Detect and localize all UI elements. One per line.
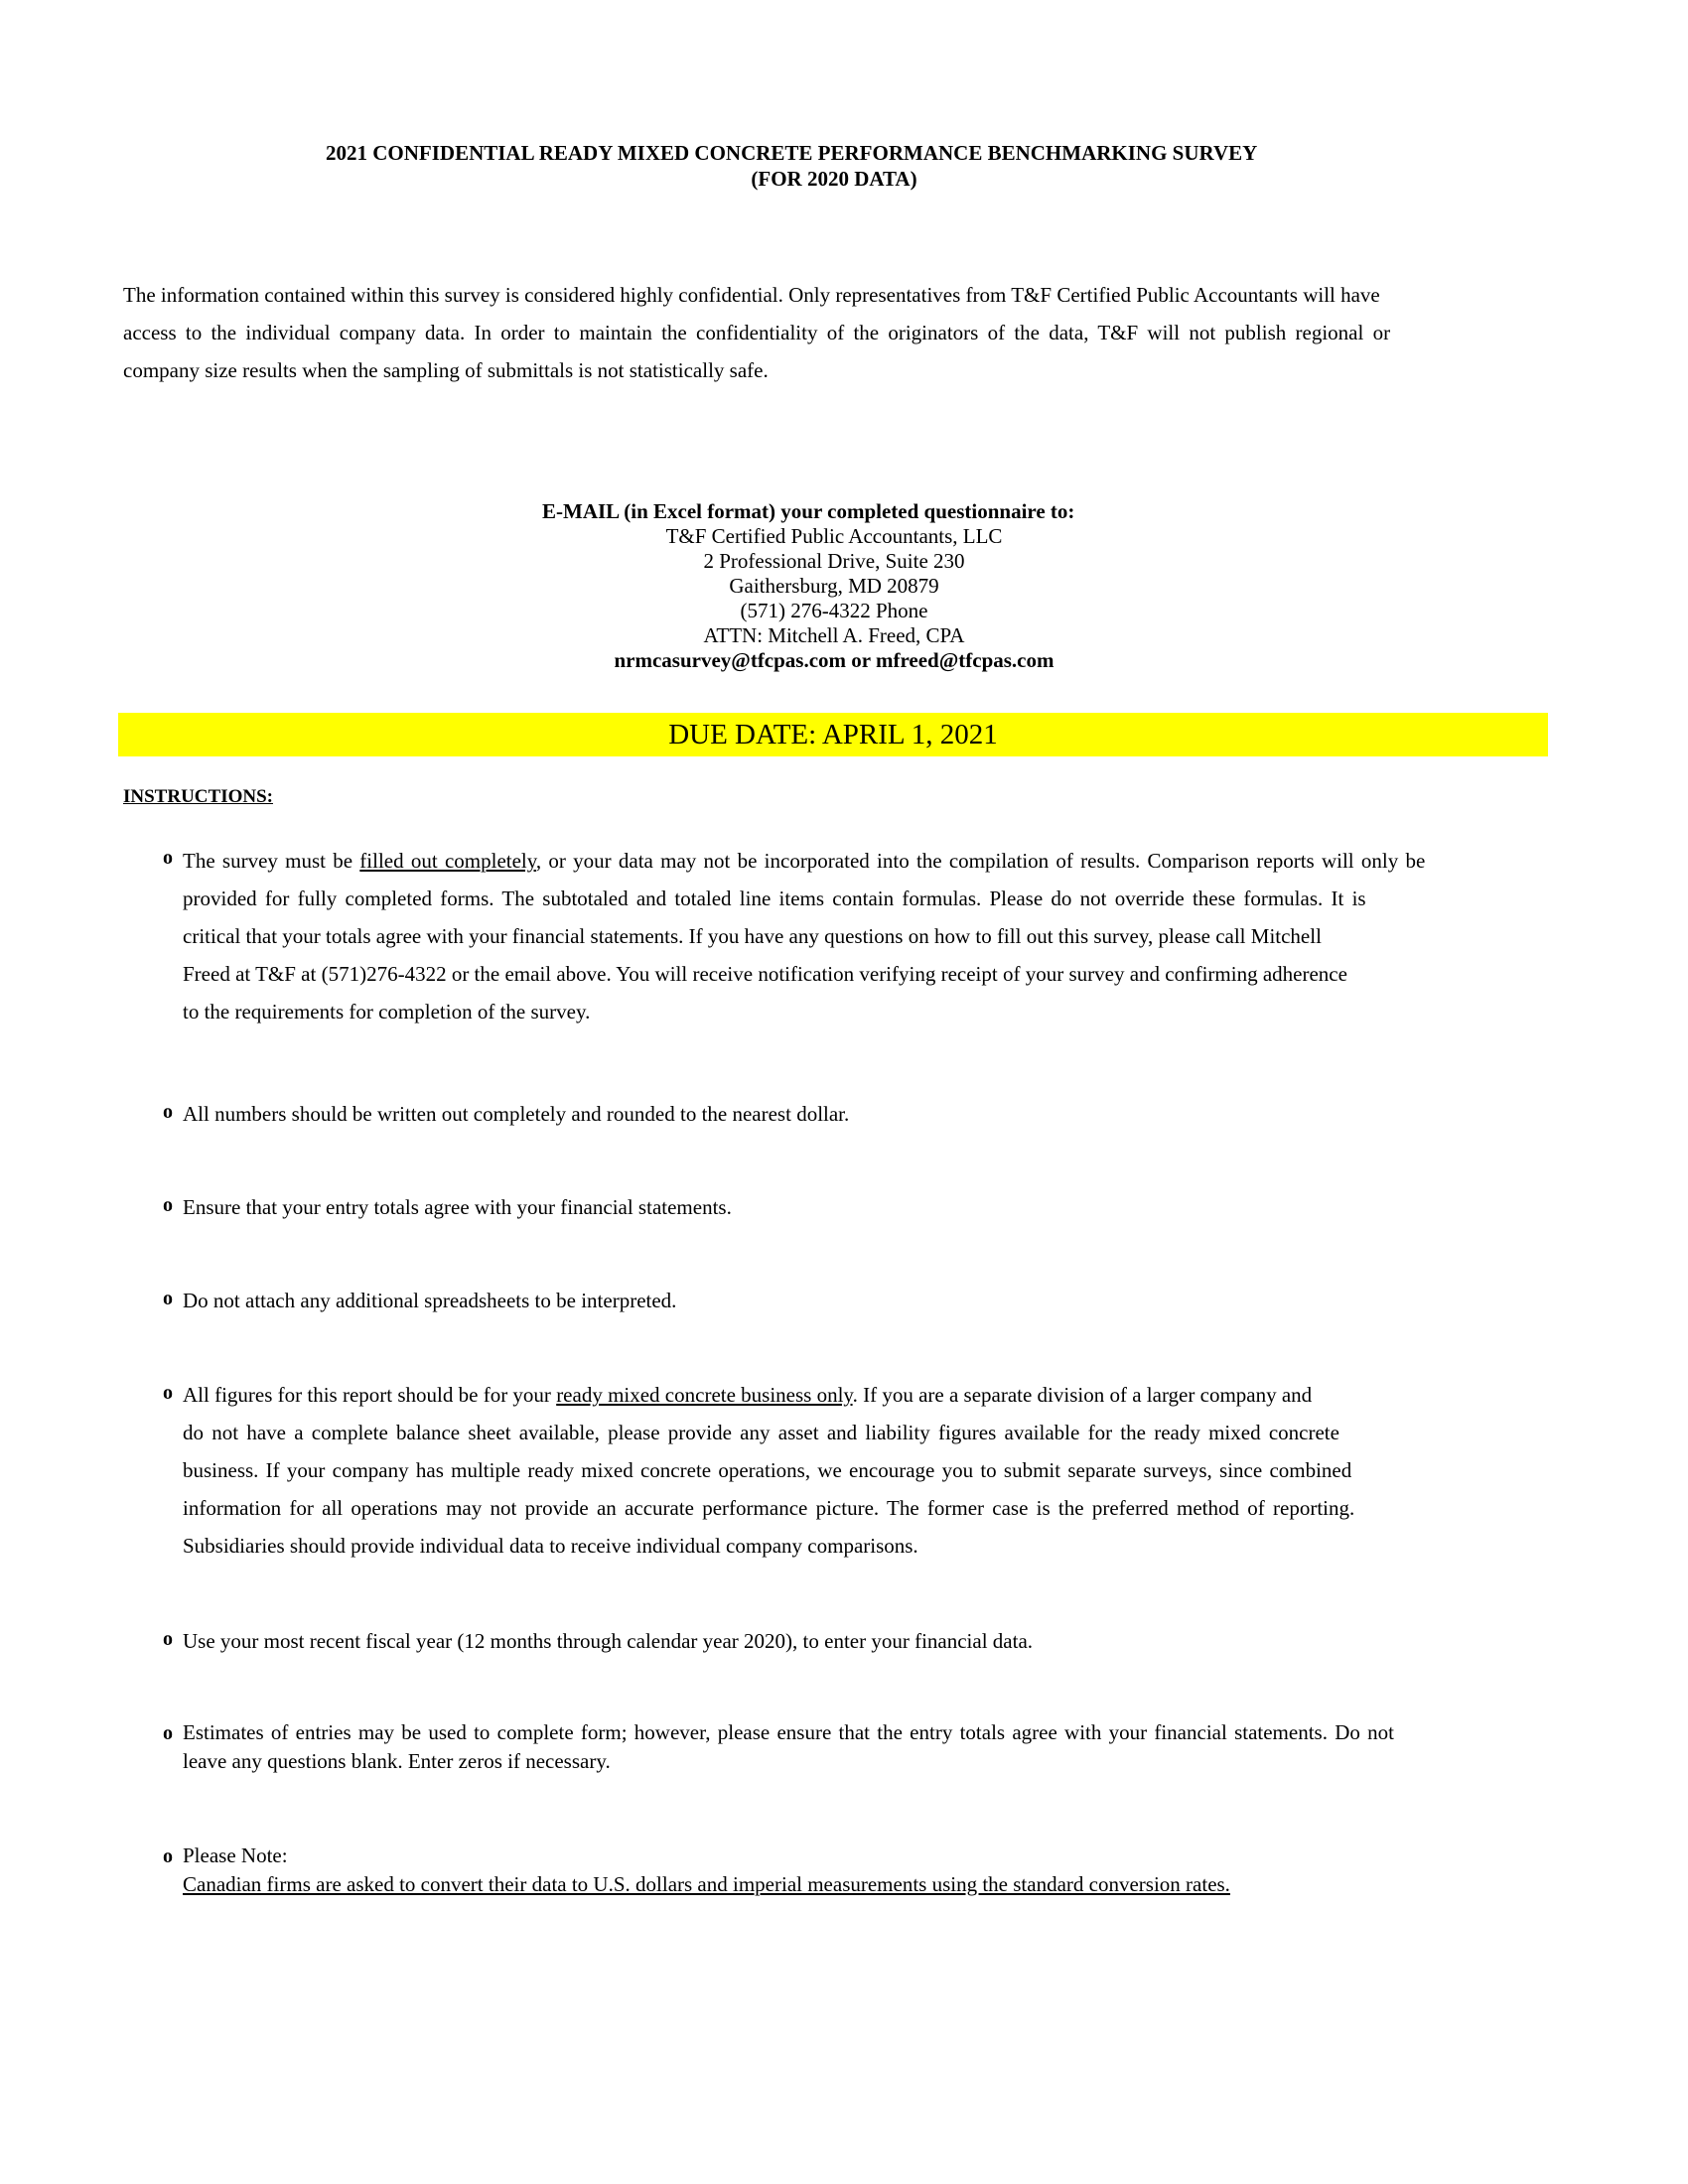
email-instruction-heading <box>542 499 1091 525</box>
item5-line-5: Subsidiaries should provide individual data to receive individual company comparisons. <box>183 1534 918 1558</box>
item1-line-4: Freed at T&F at (571)276-4322 or the email above. You will receive notification verifying receipt of your survey and confirming adherence <box>183 962 1347 986</box>
contact-address <box>0 524 1668 673</box>
bullet-marker: o <box>163 1194 173 1216</box>
email-instruction-text: E-MAIL (in Excel format) your completed questionnaire to: <box>542 499 1075 523</box>
attention-line: ATTN: Mitchell A. Freed, CPA <box>703 623 965 647</box>
due-date-banner <box>118 713 1548 756</box>
item1-text-cont: , or your data may not be incorporated into the compilation of results. Comparison reports will only be <box>535 849 1426 873</box>
item5-text: All figures for this report should be for your <box>183 1383 557 1407</box>
instruction-item-completeness <box>183 842 1426 1032</box>
item5-line-4: information for all operations may not provide an accurate performance picture. The former case is the preferred method of reporting. <box>183 1496 1355 1520</box>
bullet-marker: o <box>163 1722 173 1744</box>
item1-line-2: provided for fully completed forms. The subtotaled and totaled line items contain formulas. Please do not override these formulas. It is <box>183 887 1366 910</box>
city-state-zip: Gaithersburg, MD 20879 <box>729 574 939 598</box>
instruction-item-rounding <box>183 1095 1091 1135</box>
firm-name: T&F Certified Public Accountants, LLC <box>665 524 1003 548</box>
item4-text: Do not attach any additional spreadsheets to be interpreted. <box>183 1289 677 1312</box>
due-date-text: DUE DATE: APRIL 1, 2021 <box>668 719 998 751</box>
instructions-heading: INSTRUCTIONS: <box>123 786 273 807</box>
instruction-item-totals <box>183 1188 1091 1228</box>
item6-text: Use your most recent fiscal year (12 months through calendar year 2020), to enter your financial data. <box>183 1629 1034 1653</box>
instruction-item-canadian-note <box>183 1842 1230 1901</box>
phone-number: (571) 276-4322 Phone <box>740 599 928 622</box>
item7-line-1: Estimates of entries may be used to complete form; however, please ensure that the entry totals agree with your financial statements. Do not <box>183 1720 1394 1744</box>
item8-line-1: Please Note: <box>183 1843 288 1867</box>
bullet-marker: o <box>163 1845 173 1867</box>
item8-line-2: Canadian firms are asked to convert their data to U.S. dollars and imperial measurements using the standard conversion rates. <box>183 1872 1230 1896</box>
survey-subtitle: (FOR 2020 DATA) <box>751 167 917 191</box>
bullet-marker: o <box>163 1628 173 1650</box>
intro-line-2: access to the individual company data. In order to maintain the confidentiality of the originators of the data, T&F will not publish regional or <box>123 321 1391 344</box>
bullet-marker: o <box>163 847 173 869</box>
item1-line-5: to the requirements for completion of the survey. <box>183 1000 591 1024</box>
item5-underlined: ready mixed concrete business only <box>556 1383 853 1407</box>
contact-emails[interactable]: nrmcasurvey@tfcpas.com or mfreed@tfcpas.com <box>614 648 1055 672</box>
item1-underlined: filled out completely <box>359 849 536 873</box>
instruction-item-fiscal-year <box>183 1622 1091 1662</box>
intro-line-3: company size results when the sampling of submittals is not statistically safe. <box>123 358 769 382</box>
bullet-marker: o <box>163 1288 173 1309</box>
instruction-item-scope <box>183 1376 1355 1567</box>
item7-line-2: leave any questions blank. Enter zeros if necessary. <box>183 1749 611 1773</box>
survey-title-text: 2021 CONFIDENTIAL READY MIXED CONCRETE PERFORMANCE BENCHMARKING SURVEY <box>326 141 1258 165</box>
item2-text: All numbers should be written out completely and rounded to the nearest dollar. <box>183 1102 850 1126</box>
instruction-item-estimates <box>183 1718 1394 1778</box>
item3-text: Ensure that your entry totals agree with your financial statements. <box>183 1195 732 1219</box>
intro-line-1: The information contained within this survey is considered highly confidential. Only representatives from T&F Certified Public Accountants will have <box>123 283 1380 307</box>
item5-line-3: business. If your company has multiple ready mixed concrete operations, we encourage you to submit separate surveys, since combined <box>183 1458 1352 1482</box>
item5-text-cont: . If you are a separate division of a larger company and <box>852 1383 1313 1407</box>
survey-title <box>326 140 1258 168</box>
instruction-item-attachments <box>183 1282 1091 1321</box>
street-address: 2 Professional Drive, Suite 230 <box>703 549 965 573</box>
item1-line-3: critical that your totals agree with your financial statements. If you have any questions on how to fill out this survey, please call Mitchell <box>183 924 1322 948</box>
bullet-marker: o <box>163 1382 173 1404</box>
confidentiality-notice <box>123 276 1391 395</box>
item1-text: The survey must be <box>183 849 360 873</box>
bullet-marker: o <box>163 1101 173 1123</box>
item5-line-2: do not have a complete balance sheet available, please provide any asset and liability figures available for the ready mixed concrete <box>183 1421 1339 1444</box>
